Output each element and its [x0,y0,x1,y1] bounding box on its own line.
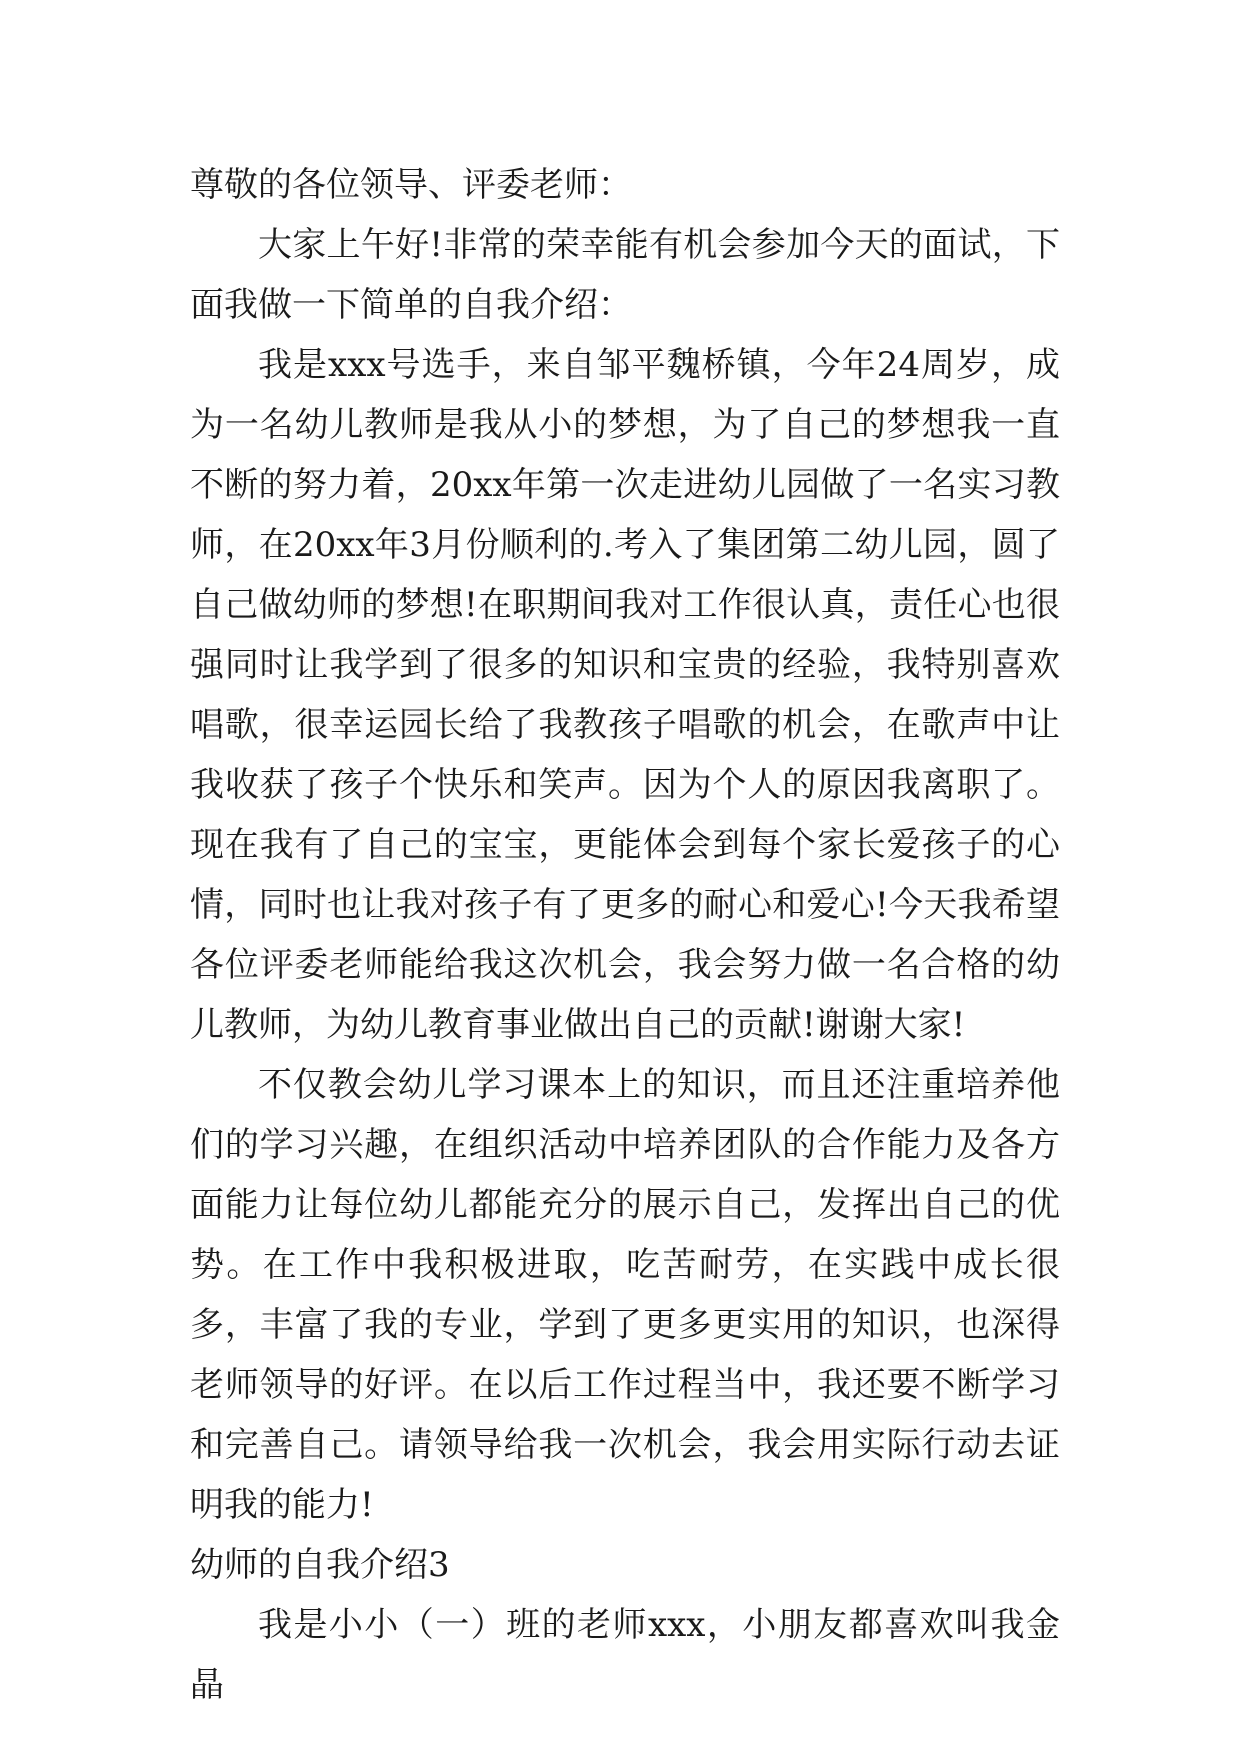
paragraph-work-experience: 不仅教会幼儿学习课本上的知识，而且还注重培养他们的学习兴趣，在组织活动中培养团队的合作能力及各方面能力让每位幼儿都能充分的展示自己，发挥出自己的优势。在工作中我积极进取，吃苦耐劳，在实践中成长很多，丰富了我的专业，学到了更多更实用的知识，也深得老师领导的好评。在以后工作过程当中，我还要不断学习和完善自己。请领导给我一次机会，我会用实际行动去证明我的能力! [190,1065,1060,1525]
paragraph-introduction: 我是xxx号选手，来自邹平魏桥镇，今年24周岁，成为一名幼儿教师是我从小的梦想，为了自己的梦想我一直不断的努力着，20xx年第一次走进幼儿园做了一名实习教师，在20xx年3月份顺利的.考入了集团第二幼儿园，圆了自己做幼师的梦想!在职期间我对工作很认真，责任心也很强同时让我学到了很多的知识和宝贵的经验，我特别喜欢唱歌，很幸运园长给了我教孩子唱歌的机会，在歌声中让我收获了孩子个快乐和笑声。因为个人的原因我离职了。现在我有了自己的宝宝，更能体会到每个家长爱孩子的心情，同时也让我对孩子有了更多的耐心和爱心!今天我希望各位评委老师能给我这次机会，我会努力做一名合格的幼儿教师，为幼儿教育事业做出自己的贡献!谢谢大家! [190,345,1060,1045]
paragraph-class-teacher: 我是小小（一）班的老师xxx，小朋友都喜欢叫我金晶 [190,1605,1060,1705]
salutation: 尊敬的各位领导、评委老师： [190,165,632,205]
paragraph-greeting: 大家上午好!非常的荣幸能有机会参加今天的面试，下面我做一下简单的自我介绍： [190,225,1060,325]
section-heading: 幼师的自我介绍3 [190,1545,450,1585]
document-body [190,155,1060,1715]
